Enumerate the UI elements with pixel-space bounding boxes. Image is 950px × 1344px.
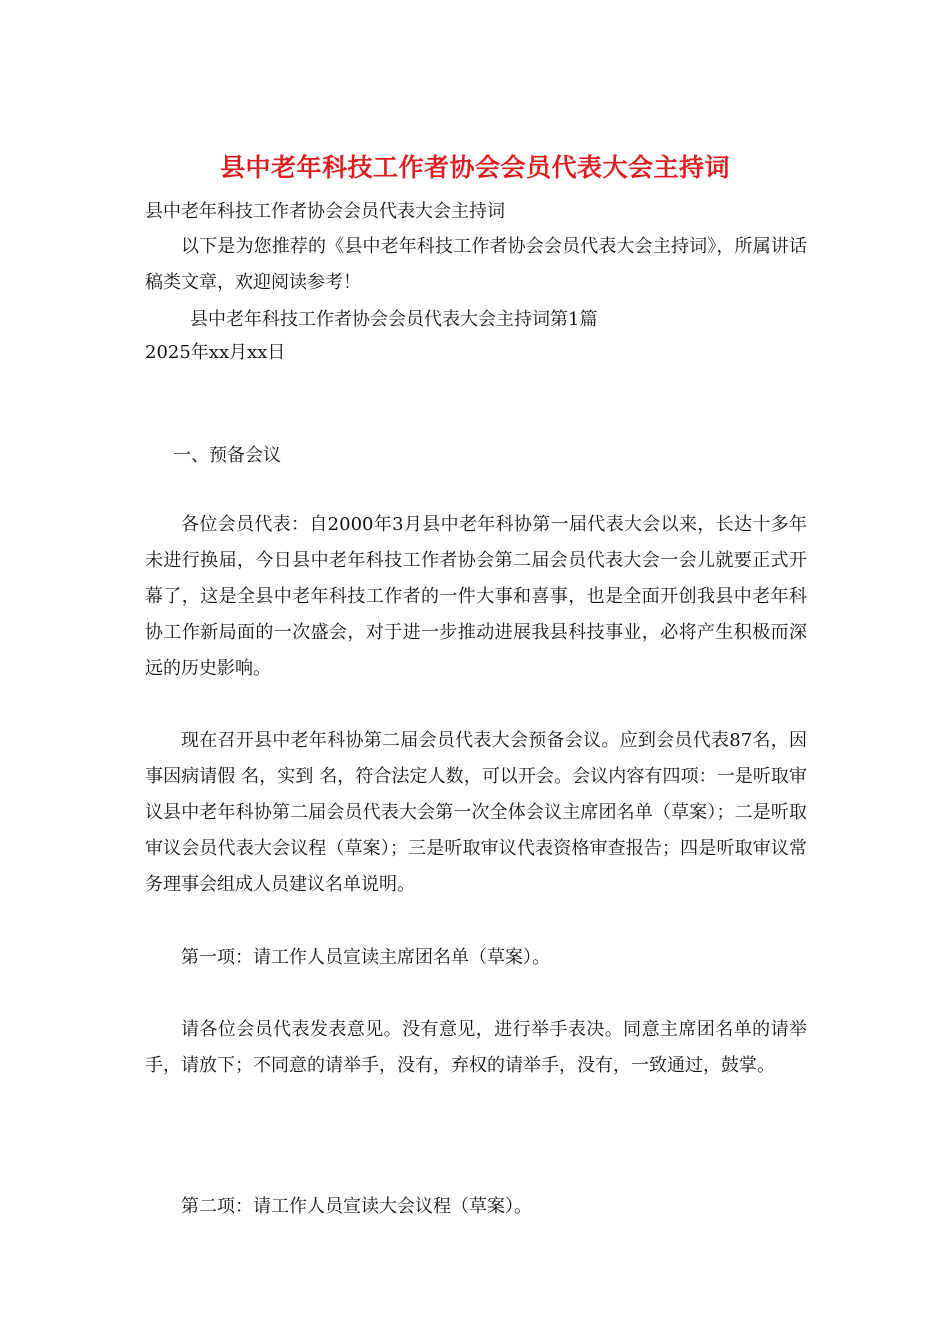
body-paragraph: 第二项：请工作人员宣读大会议程（草案）。: [181, 1196, 532, 1217]
section-heading: 一、预备会议: [173, 445, 281, 466]
document-subtitle: 县中老年科技工作者协会会员代表大会主持词: [145, 201, 505, 222]
document-date: 2025年xx月xx日: [145, 342, 286, 363]
document-title: 县中老年科技工作者协会会员代表大会主持词: [219, 153, 730, 182]
article-heading: 县中老年科技工作者协会会员代表大会主持词第1篇: [190, 309, 598, 330]
body-paragraph: 第一项：请工作人员宣读主席团名单（草案）。: [181, 947, 550, 968]
intro-paragraph: 以下是为您推荐的《县中老年科技工作者协会会员代表大会主持词》，所属讲话稿类文章，欢迎阅读参考！: [145, 236, 807, 293]
body-paragraph: 各位会员代表：自2000年3月县中老年科协第一届代表大会以来，长达十多年未进行换届，今日县中老年科技工作者协会第二届会员代表大会一会儿就要正式开幕了，这是全县中老年科技工作者的一件大事和喜事，也是全面开创我县中老年科协工作新局面的一次盛会，对于进一步推动进展我县科技事业，必将产生积极而深远的历史影响。: [145, 514, 807, 679]
body-paragraph: 现在召开县中老年科协第二届会员代表大会预备会议。应到会员代表87名，因事因病请假 名，实到 名，符合法定人数，可以开会。会议内容有四项：一是听取审议县中老年科协第二届会员代表大会第一次全体会议主席团名单（草案）；二是听取审议会员代表大会议程（草案）；三是听取审议代表资格审查报告；四是听取审议常务理事会组成人员建议名单说明。: [145, 730, 807, 895]
body-paragraph: 请各位会员代表发表意见。没有意见，进行举手表决。同意主席团名单的请举手，请放下；不同意的请举手，没有，弃权的请举手，没有，一致通过，鼓掌。: [145, 1019, 807, 1076]
